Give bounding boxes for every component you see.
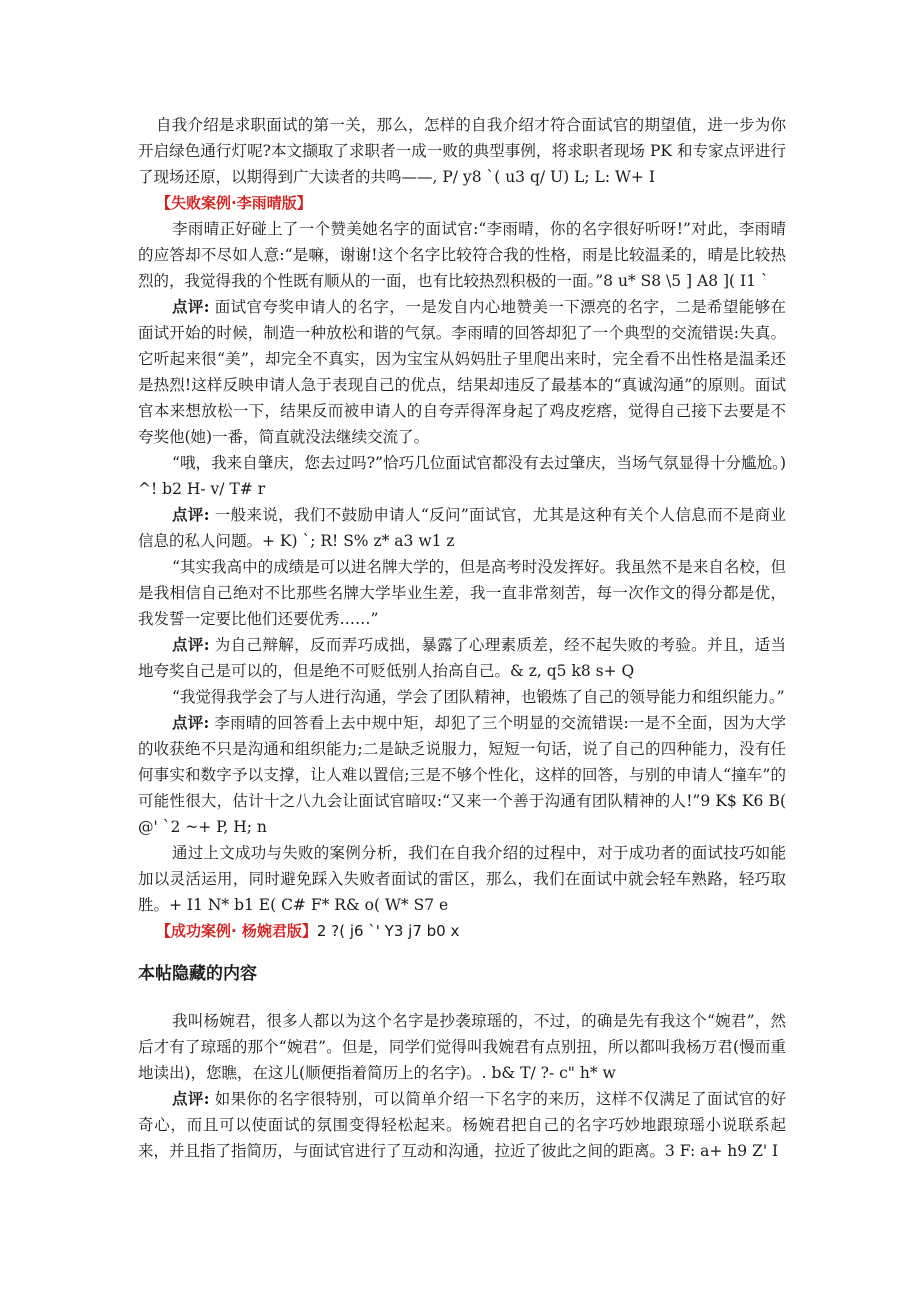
fail-paragraph-2: “哦，我来自肇庆，您去过吗?”恰巧几位面试官都没有去过肇庆，当场气氛显得十分尴尬。) ^! b2 H- v/ T# r [138,454,786,498]
comment-text: 如果你的名字很特别，可以简单介绍一下名字的来历，这样不仅满足了面试官的好奇心，而且可以使面试的氛围变得轻松起来。杨婉君把自己的名字巧妙地跟琼瑶小说联系起来，并且指了指简历，与面试官进行了互动和沟通，拉近了彼此之间的距离。3 F: a+ h9 Z' I [138,1090,786,1160]
intro-paragraph: 自我介绍是求职面试的第一关，那么，怎样的自我介绍才符合面试官的期望值，进一步为你开启绿色通行灯呢?本文撷取了求职者一成一败的典型事例，将求职者现场 PK 和专家点评进行了现场还原，以期得到广大读者的共鸣——, P/ y8 `( u3 q/ U) L; L: W+ I [138,116,786,186]
success-comment-1 [138,1086,786,1164]
fail-paragraph-3: “其实我高中的成绩是可以进名牌大学的，但是高考时没发挥好。我虽然不是来自名校，但是我相信自己绝对不比那些名牌大学毕业生差，我一直非常刻苦，每一次作文的得分都是优，我发誓一定要比他们还要优秀……” [138,558,786,628]
fail-paragraph-4: “我觉得我学会了与人进行沟通，学会了团队精神，也锻炼了自己的领导能力和组织能力。” [172,688,785,706]
success-paragraph-1: 我叫杨婉君，很多人都以为这个名字是抄袭琼瑶的，不过，的确是先有我这个“婉君”，然后才有了琼瑶的那个“婉君”。但是，同学们觉得叫我婉君有点别扭，所以都叫我杨万君(慢而重地读出)，您瞧，在这儿(顺便指着简历上的名字)。. b& T/ ?- c" h* w [138,1012,786,1082]
hidden-content-heading: 本帖隐藏的内容 [138,964,257,984]
summary-paragraph: 通过上文成功与失败的案例分析，我们在自我介绍的过程中，对于成功者的面试技巧如能加以灵活运用，同时避免踩入失败者面试的雷区，那么，我们在面试中就会轻车熟路，轻巧取胜。+ I1 N* b1 E( C# F* R& o( W* S7 e [138,844,786,914]
comment-label: 点评: [172,713,210,732]
success-case-label: 【成功案例· 杨婉君版】 [156,922,317,940]
comment-label: 点评: [172,297,210,316]
fail-paragraph-1: 李雨晴正好碰上了一个赞美她名字的面试官:“李雨晴，你的名字很好听呀!”对此，李雨晴的应答却不尽如人意:“是嘛，谢谢!这个名字比较符合我的性格，雨是比较温柔的，晴是比较热烈的，我觉得我的个性既有顺从的一面，也有比较热烈积极的一面。”8 u* S8 \5 ] A8 ]( I1 ` [138,220,786,290]
fail-case-title [138,190,786,216]
fail-comment-2 [138,502,786,554]
comment-label: 点评: [172,635,210,654]
fail-comment-4 [138,710,786,840]
success-case-title [138,918,786,944]
comment-text: 李雨晴的回答看上去中规中矩，却犯了三个明显的交流错误:一是不全面，因为大学的收获绝不只是沟通和组织能力;二是缺乏说服力，短短一句话，说了自己的四种能力，没有任何事实和数字予以支撑，让人难以置信;三是不够个性化，这样的回答，与别的申请人“撞车”的可能性很大，估计十之八九会让面试官暗叹:“又来一个善于沟通有团队精神的人!”9 K$ K6 B( @' `2 ~+ P, H; n [138,714,786,836]
comment-label: 点评: [172,505,210,524]
success-case-tail: 2 ?( j6 `' Y3 j7 b0 x [316,922,460,940]
comment-text: 面试官夸奖申请人的名字，一是发自内心地赞美一下漂亮的名字，二是希望能够在面试开始的时候，制造一种放松和谐的气氛。李雨晴的回答却犯了一个典型的交流错误:失真。它听起来很“美”，却完全不真实，因为宝宝从妈妈肚子里爬出来时，完全看不出性格是温柔还是热烈!这样反映申请人急于表现自己的优点，结果却违反了最基本的“真诚沟通”的原则。面试官本来想放松一下，结果反而被申请人的自夸弄得浑身起了鸡皮疙瘩，觉得自己接下去要是不夸奖他(她)一番，简直就没法继续交流了。 [138,298,786,446]
comment-text: 为自己辩解，反而弄巧成拙，暴露了心理素质差，经不起失败的考验。并且，适当地夸奖自己是可以的，但是绝不可贬低别人抬高自己。& z, q5 k8 s+ Q [138,636,786,680]
document-body [138,112,786,1164]
fail-comment-3 [138,632,786,684]
fail-comment-1 [138,294,786,450]
comment-label: 点评: [172,1089,210,1108]
comment-text: 一般来说，我们不鼓励申请人“反问”面试官，尤其是这种有关个人信息而不是商业信息的私人问题。+ K) `; R! S% z* a3 w1 z [138,506,786,550]
fail-case-label: 【失败案例·李雨晴版】 [156,194,312,212]
